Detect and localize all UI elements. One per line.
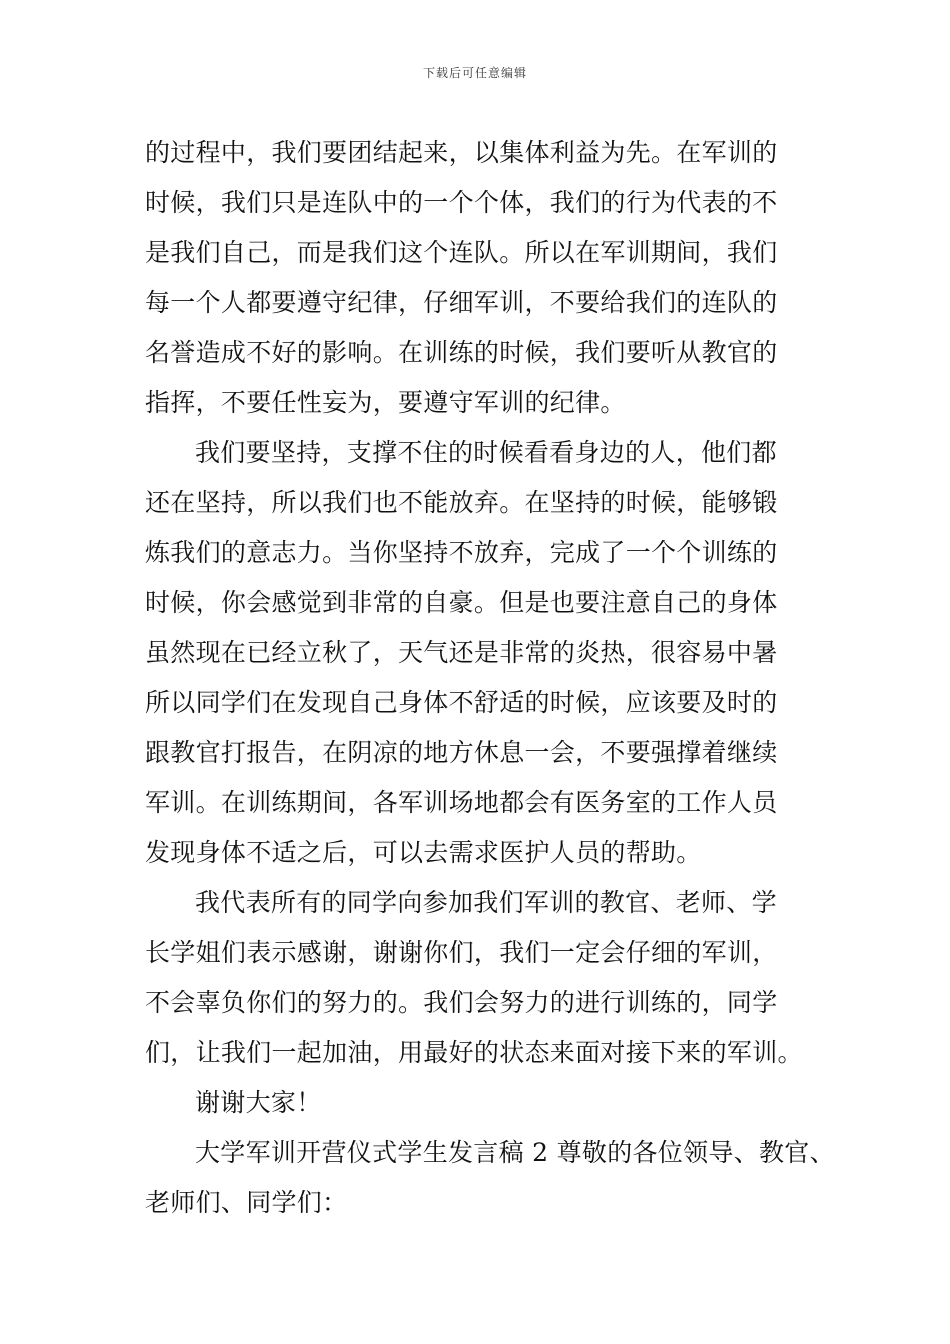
text-line: 们，让我们一起加油，用最好的状态来面对接下来的军训。 xyxy=(145,1038,803,1067)
text-line: 跟教官打报告，在阴凉的地方休息一会，不要强撑着继续 xyxy=(145,738,778,767)
text-line: 每一个人都要遵守纪律，仔细军训，不要给我们的连队的 xyxy=(145,288,778,317)
page-header: 下载后可任意编辑 xyxy=(422,66,527,80)
text-line: 虽然现在已经立秋了，天气还是非常的炎热，很容易中暑 xyxy=(145,638,778,667)
text-line: 炼我们的意志力。当你坚持不放弃，完成了一个个训练的 xyxy=(145,538,778,567)
paragraph-start-line: 大学军训开营仪式学生发言稿 2 尊敬的各位领导、教官、 xyxy=(195,1138,835,1167)
text-line: 发现身体不适之后，可以去需求医护人员的帮助。 xyxy=(145,838,702,867)
text-line: 老师们、同学们： xyxy=(145,1188,348,1217)
text-line: 还在坚持，所以我们也不能放弃。在坚持的时候，能够锻 xyxy=(145,488,778,517)
document-body xyxy=(145,128,835,1228)
text-line: 时候，我们只是连队中的一个个体，我们的行为代表的不 xyxy=(145,188,778,217)
text-line: 军训。在训练期间，各军训场地都会有医务室的工作人员 xyxy=(145,788,778,817)
paragraph-start-line: 我代表所有的同学向参加我们军训的教官、老师、学 xyxy=(195,888,777,917)
text-line: 名誉造成不好的影响。在训练的时候，我们要听从教官的 xyxy=(145,338,778,367)
text-line: 是我们自己，而是我们这个连队。所以在军训期间，我们 xyxy=(145,238,778,267)
text-line: 指挥，不要任性妄为，要遵守军训的纪律。 xyxy=(145,388,626,417)
paragraph-start-line: 我们要坚持，支撑不住的时候看看身边的人，他们都 xyxy=(195,438,777,467)
paragraph-start-line: 谢谢大家！ xyxy=(195,1088,322,1117)
text-line: 时候，你会感觉到非常的自豪。但是也要注意自己的身体 xyxy=(145,588,778,617)
text-line: 所以同学们在发现自己身体不舒适的时候，应该要及时的 xyxy=(145,688,778,717)
text-line: 长学姐们表示感谢，谢谢你们，我们一定会仔细的军训， xyxy=(145,938,778,967)
text-line: 的过程中，我们要团结起来，以集体利益为先。在军训的 xyxy=(145,138,778,167)
text-line: 不会辜负你们的努力的。我们会努力的进行训练的，同学 xyxy=(145,988,778,1017)
